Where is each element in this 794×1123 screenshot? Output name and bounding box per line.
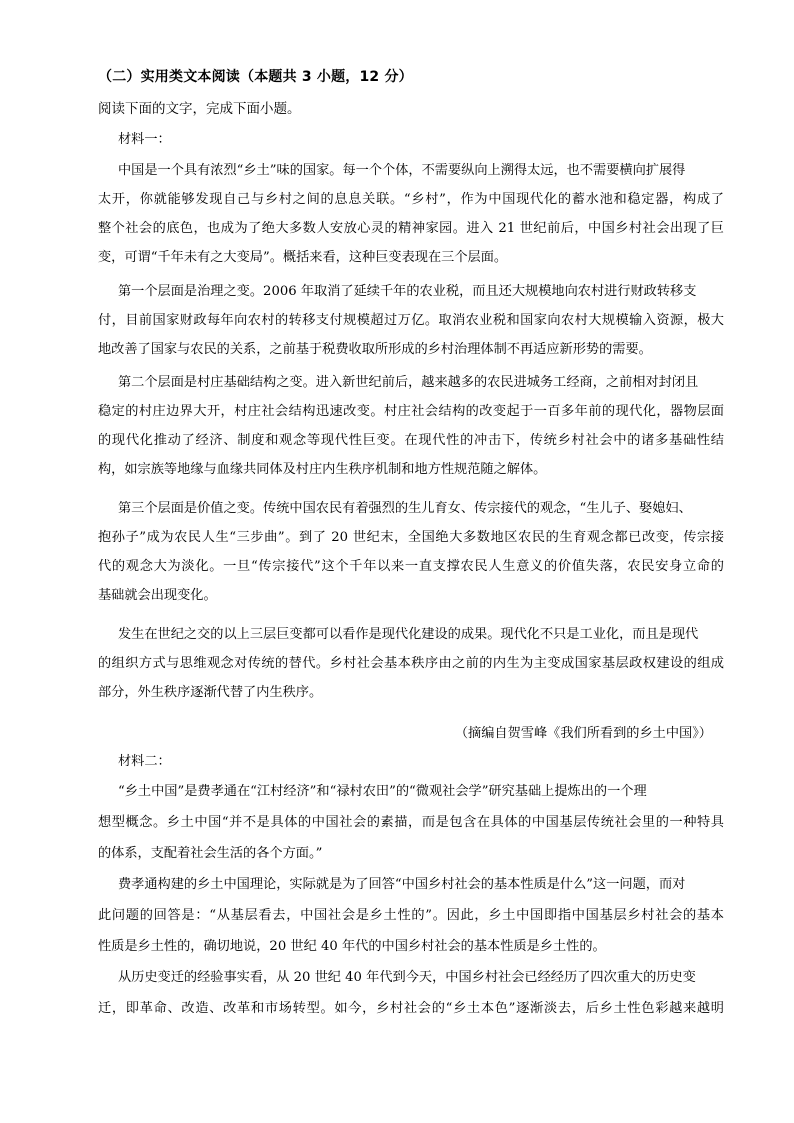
material1-label: 材料一：	[118, 132, 171, 147]
material1-line: 付，目前国家财政每年向农村的转移支付规模超过万亿。取消农业税和国家向农村大规模输入资源，极大	[98, 313, 724, 328]
material1-line: 中国是一个具有浓烈“乡土”味的国家。每一个个体，不需要纵向上溯得太远，也不需要横向扩展得	[118, 163, 686, 178]
instruction-text: 阅读下面的文字，完成下面小题。	[98, 101, 301, 117]
material2-line: 的体系，支配着社会生活的各个方面。”	[98, 846, 323, 861]
material2-line: 想型概念。乡土中国“并不是具体的中国社会的素描，而是包含在具体的中国基层传统社会里的一种特具	[98, 815, 724, 830]
material1-line: 发生在世纪之交的以上三层巨变都可以看作是现代化建设的成果。现代化不只是工业化，而且是现代	[118, 627, 699, 642]
material1-line: 抱孙子”成为农民人生“三步曲”。到了 20 世纪末，全国绝大多数地区农民的生育观念都已改变，传宗接	[98, 530, 724, 545]
material1-line: 第二个层面是村庄基础结构之变。进入新世纪前后，越来越多的农民进城务工经商，之前相对封闭且	[118, 375, 699, 390]
material1-line: 代的观念大为淡化。一旦“传宗接代”这个千年以来一直支撑农民人生意义的价值失落，农民安身立命的	[98, 559, 724, 574]
material1-line: 稳定的村庄边界大开，村庄社会结构迅速改变。村庄社会结构的改变起于一百多年前的现代化，器物层面	[98, 404, 724, 419]
material2-line: 此问题的回答是：“从基层看去，中国社会是乡土性的”。因此，乡土中国即指中国基层乡村社会的基本	[98, 908, 724, 923]
material1-line: 整个社会的底色，也成为了绝大多数人安放心灵的精神家园。进入 21 世纪前后，中国乡村社会出现了巨	[98, 221, 724, 236]
material1-line: 第三个层面是价值之变。传统中国农民有着强烈的生儿育女、传宗接代的观念，“生儿子、娶媳妇、	[118, 501, 692, 516]
material1-line: 变，可谓“千年未有之大变局”。概括来看，这种巨变表现在三个层面。	[98, 250, 508, 265]
section-title: （二）实用类文本阅读（本题共 3 小题，12 分）	[98, 69, 413, 85]
material1-line: 的现代化推动了经济、制度和观念等现代性巨变。在现代性的冲击下，传统乡村社会中的诸多基础性结	[98, 433, 724, 448]
material2-line: 从历史变迁的经验事实看，从 20 世纪 40 年代到今天，中国乡村社会已经经历了四次重大的历史变	[118, 970, 696, 985]
material1-line: 地改善了国家与农民的关系，之前基于税费收取所形成的乡村治理体制不再适应新形势的需要。	[98, 342, 652, 357]
material1-line: 构，如宗族等地缘与血缘共同体及村庄内生秩序机制和地方性规范随之解体。	[98, 462, 547, 477]
material2-line: 费孝通构建的乡土中国理论，实际就是为了回答“中国乡村社会的基本性质是什么”这一问题，而对	[118, 877, 686, 892]
material2-line: 性质是乡土性的，确切地说，20 世纪 40 年代的中国乡村社会的基本性质是乡土性的。	[98, 939, 606, 954]
material1-line: 部分，外生秩序逐渐代替了内生秩序。	[98, 685, 323, 700]
material1-line: 第一个层面是治理之变。2006 年取消了延续千年的农业税，而且还大规模地向农村进行财政转移支	[118, 284, 697, 299]
material1-line: 的组织方式与思维观念对传统的替代。乡村社会基本秩序由之前的内生为主变成国家基层政权建设的组成	[98, 656, 724, 671]
material1-line: 基础就会出现变化。	[98, 588, 217, 603]
material1-line: 太开，你就能够发现自己与乡村之间的息息关联。“乡村”，作为中国现代化的蓄水池和稳定器，构成了	[98, 192, 724, 207]
material2-line: 迁，即革命、改造、改革和市场转型。如今，乡村社会的“乡土本色”逐渐淡去，后乡土性色彩越来越明	[98, 1001, 724, 1016]
material2-line: “乡土中国”是费孝通在“江村经济”和“禄村农田”的“微观社会学”研究基础上提炼出的一个理	[118, 784, 647, 799]
material1-source: （摘编自贺雪峰《我们所看到的乡土中国》）	[454, 726, 712, 741]
material2-label: 材料二：	[118, 754, 171, 769]
